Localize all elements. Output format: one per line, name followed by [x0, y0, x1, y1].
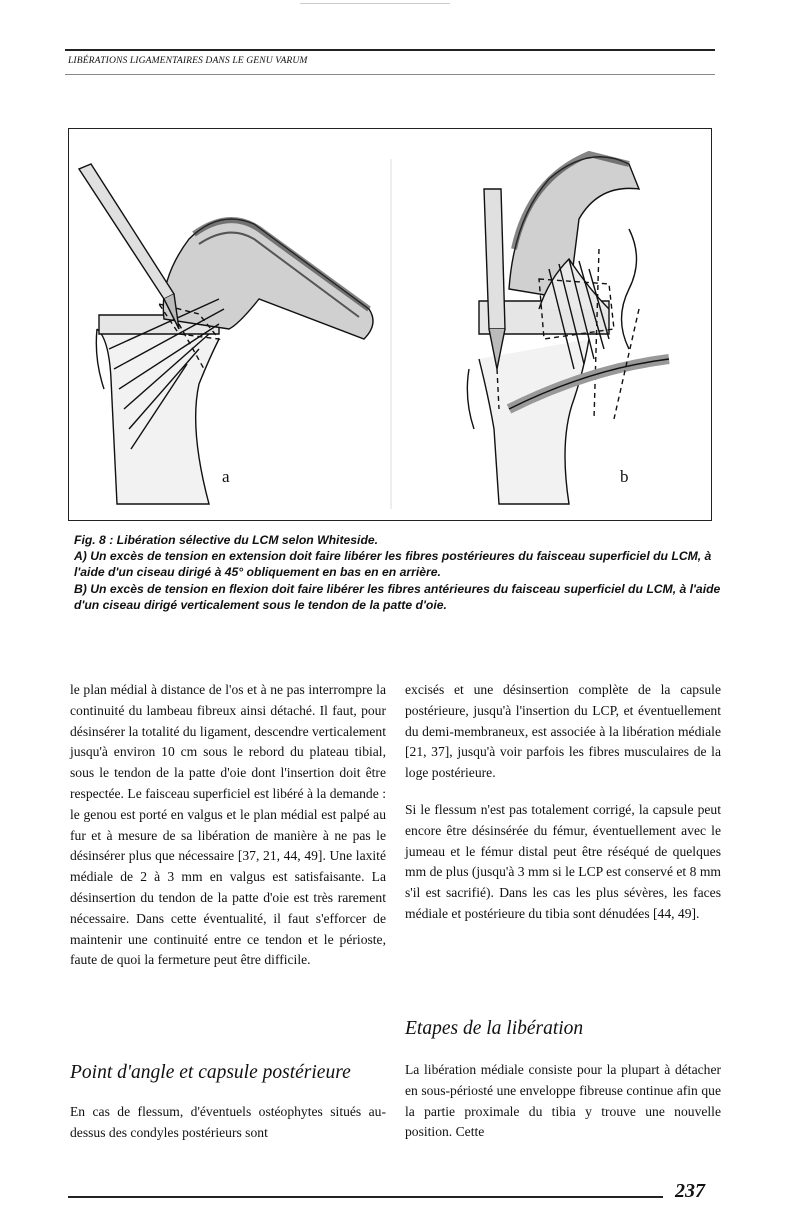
section-heading-etapes: Etapes de la libération	[405, 1018, 584, 1039]
panel-b-label: b	[620, 467, 629, 486]
caption-title: Fig. 8 : Libération sélective du LCM selon Whiteside.	[74, 533, 379, 547]
left-paragraph-1: le plan médial à distance de l'os et à ne pas interrompre la continuité du lambeau fibreux ainsi détaché. Il faut, pour désinsérer la totalité du ligament, descendre verticalement jusqu'à environ 10 cm sous le rebord du plateau tibial, sous le tendon de la patte d'oie dont l'insertion doit être respectée. Le faisceau superficiel est libéré à la demande : le genou est porté en valgus et le plan médial est palpé au fur et à mesure de sa libération de manière à ne pas le désinsérer plus que nécessaire [37, 21, 44, 49]. Une laxité médiale de 2 à 3 mm en valgus est satisfaisante. La désinsertion du tendon de la patte d'oie est très rarement nécessaire. Dans cette éventualité, il faut s'efforcer de maintenir une continuité entre ce tendon et le périoste, faute de quoi la fermeture peut être difficile.	[70, 682, 386, 968]
section-heading-point-angle: Point d'angle et capsule postérieure	[70, 1062, 351, 1083]
panel-a-drawing	[79, 164, 373, 504]
figure-caption	[74, 532, 722, 613]
panel-b-drawing	[467, 154, 669, 504]
left-column	[70, 680, 386, 987]
page-number: 237	[675, 1180, 705, 1202]
right-column-continued	[405, 1060, 721, 1159]
panel-a-label: a	[222, 467, 230, 486]
left-paragraph-2: En cas de flessum, d'éventuels ostéophytes situés au-dessus des condyles postérieurs sont	[70, 1104, 386, 1140]
figure-8	[68, 128, 712, 521]
caption-part-a: A) Un excès de tension en extension doit faire libérer les fibres postérieures du faisceau superficiel du LCM, à l'aide d'un ciseau dirigé à 45° obliquement en bas en en arrière.	[74, 549, 712, 580]
header-bottom-rule	[65, 74, 715, 75]
footer-rule	[68, 1196, 663, 1198]
figure-illustration	[69, 129, 713, 522]
scan-artifact-line	[300, 3, 450, 4]
right-paragraph-3: La libération médiale consiste pour la plupart à détacher en sous-périosté une enveloppe fibreuse continue afin que la partie proximale du tibia y trouve une nouvelle position. Cette	[405, 1062, 721, 1140]
right-column	[405, 680, 721, 941]
right-paragraph-2: Si le flessum n'est pas totalement corrigé, la capsule peut encore être désinsérée du fémur, éventuellement avec le jumeau et le fémur distal peut être réséqué de quelques mm de plus (jusqu'à 3 mm si le LCP est conservé et 8 mm s'il est sacrifié). Dans les cas les plus sévères, les faces médiale et postérieure du tibia sont dénudées [44, 49].	[405, 801, 721, 921]
header-top-rule	[65, 49, 715, 51]
running-header	[65, 49, 715, 77]
right-paragraph-1: excisés et une désinsertion complète de la capsule postérieure, jusqu'à l'insertion du LCP, et éventuellement du demi-membraneux, est associée à la libération médiale [21, 37], jusqu'à voir parfois les fibres musculaires de la loge postérieure.	[405, 682, 721, 781]
running-title: LIBÉRATIONS LIGAMENTAIRES DANS LE GENU VARUM	[68, 55, 308, 66]
caption-part-b: B) Un excès de tension en flexion doit faire libérer les fibres antérieures du faisceau superficiel du LCM, à l'aide d'un ciseau dirigé verticalement sous le tendon de la patte d'oie.	[74, 581, 721, 612]
left-column-continued	[70, 1102, 386, 1160]
